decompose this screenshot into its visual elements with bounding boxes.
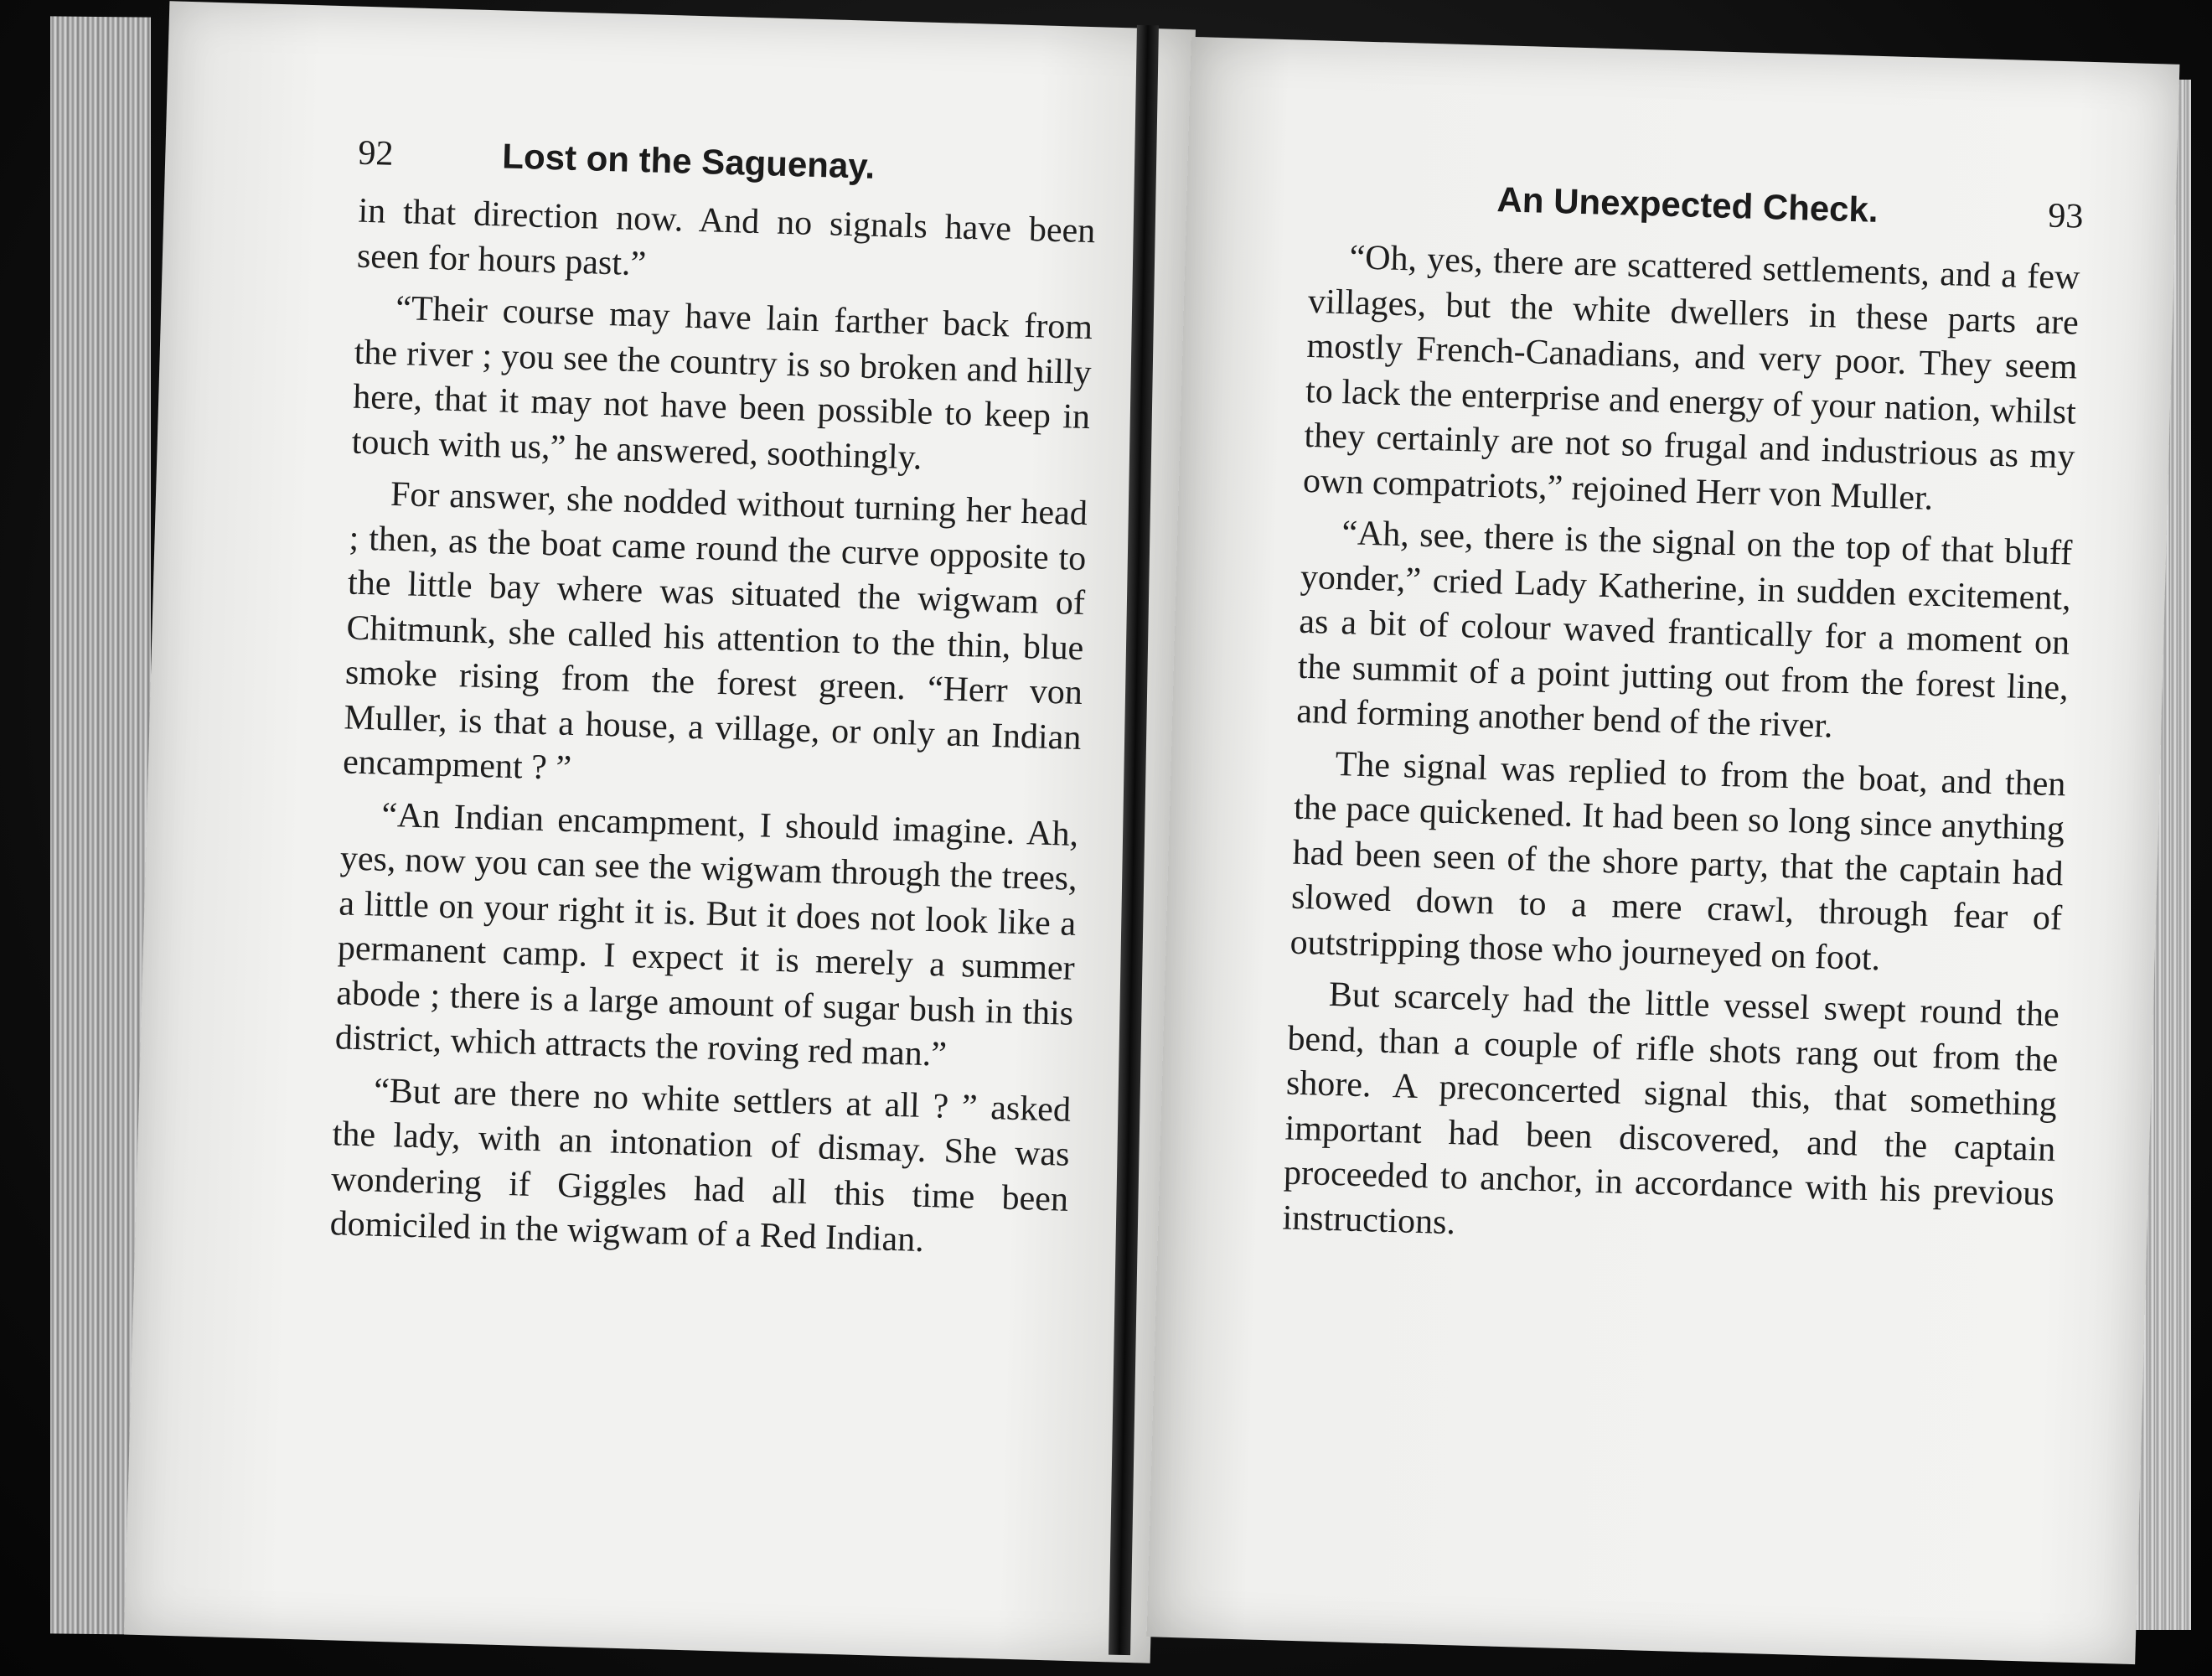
left-page bbox=[124, 1, 1196, 1663]
left-page-body bbox=[329, 189, 1096, 1268]
right-page-header bbox=[1496, 179, 2084, 237]
paragraph: For answer, she nodded without turning her head ; then, as the boat came round the curve opposite to the little bay where was situated the wigwam of Chitmunk, she called his attention to the thin, blue smoke rising from the forest green. “Herr von Muller, is that a house, a village, or only an Indian encampment ? ” bbox=[342, 474, 1088, 789]
paragraph: “Their course may have lain farther back from the river ; you see the country is so broken and hilly here, that it may not have been possible to keep in touch with us,” he answered, soothingly. bbox=[351, 288, 1093, 478]
left-page-header bbox=[358, 132, 1096, 194]
paragraph: “Ah, see, there is the signal on the top of that bluff yonder,” cried Lady Katherine, in sudden excitement, as a bit of colour waved frantically for a moment on the summit of a point jutting out from the forest line, and forming another bend of the river. bbox=[1295, 514, 2073, 746]
paragraph: But scarcely had the little vessel swept round the bend, than a couple of rifle shots rang out from the shore. A preconcerted signal this, that something important had been discovered, and the captain proceeded to anchor, in accordance with his previous instructions. bbox=[1281, 975, 2060, 1242]
paragraph: in that direction now. And no signals have been seen for hours past.” bbox=[356, 191, 1096, 283]
page-number: 92 bbox=[357, 133, 395, 173]
running-title: Lost on the Saguenay. bbox=[501, 136, 876, 186]
page-number: 93 bbox=[2047, 196, 2084, 236]
paragraph: “But are there no white settlers at all ? ” asked the lady, with an intonation of dismay. She was wondering if Giggles had all this time been domiciled in the wigwam of a Red Indian. bbox=[329, 1071, 1072, 1260]
running-title: An Unexpected Check. bbox=[1496, 179, 1879, 230]
right-page bbox=[1147, 37, 2180, 1664]
paragraph: The signal was replied to from the boat, and then the pace quickened. It had been so long since anything had been seen of the shore party, that the captain had slowed down to a mere crawl, through fear of outstripping those who journeyed on foot. bbox=[1289, 744, 2067, 978]
paragraph: “An Indian encampment, I should imagine. Ah, yes, now you can see the wigwam through the trees, a little on your right it is. But it does not look like a permanent camp. I expect it is merely a summer abode ; there is a large amount of sugar bush in this district, which attracts the roving red man.” bbox=[334, 795, 1079, 1074]
right-page-body bbox=[1282, 235, 2080, 1262]
paragraph: “Oh, yes, there are scattered settlements, and a few villages, but the white dwellers in these parts are mostly French-Canadians, and very poor. They seem to lack the enterprise and energy of your nation, whilst they certainly are not so frugal and industrious as my own compatriots,” rejoined Herr von Muller. bbox=[1302, 238, 2080, 518]
